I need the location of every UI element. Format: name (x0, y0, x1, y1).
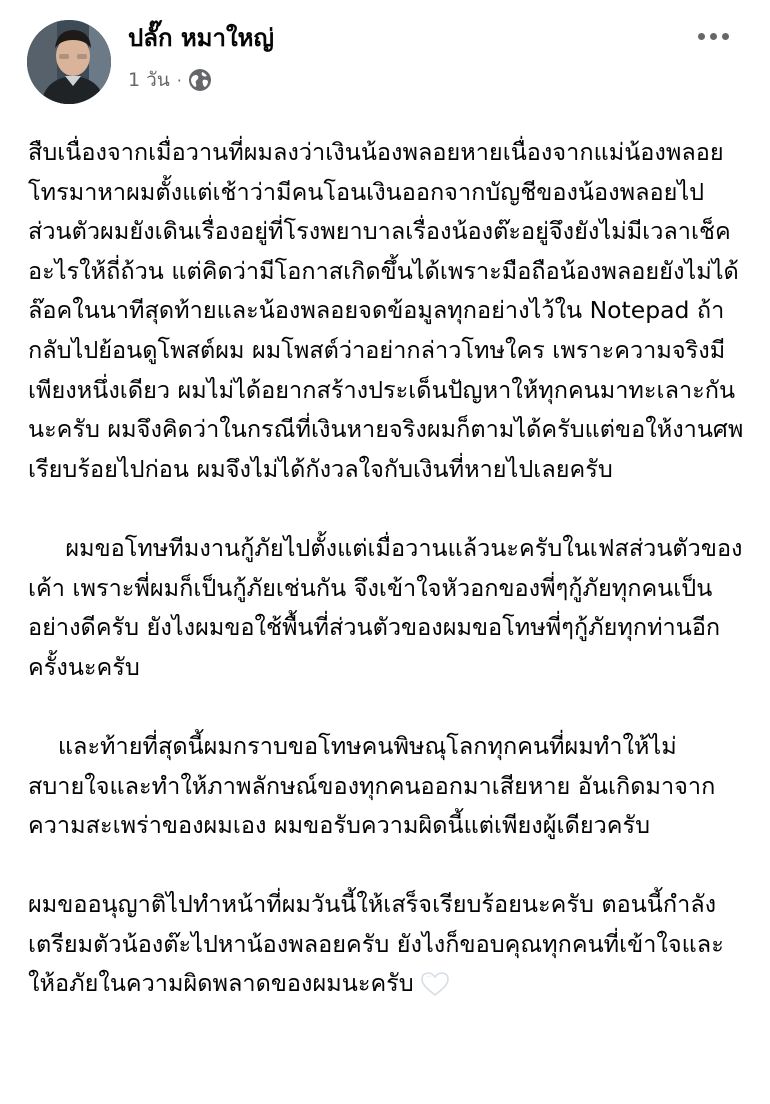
more-options-button[interactable] (688, 18, 738, 54)
avatar-photo (27, 20, 111, 104)
post-paragraph-text: ผมขออนุญาติไปทำหน้าที่ผมวันนี้ให้เสร็จเรียบร้อยนะครับ ตอนนี้กำลังเตรียมตัวน้องต๊ะไปหาน้องพลอยครับ ยังไงก็ขอบคุณทุกคนที่เข้าใจและให้อภัยในความผิดพลาดของผมนะครับ (28, 890, 724, 998)
post-timestamp[interactable]: 1 วัน (128, 69, 170, 91)
post-meta (128, 64, 212, 96)
avatar[interactable] (27, 20, 111, 104)
post-header (0, 0, 770, 110)
post-paragraph: ผมขอโทษทีมงานกู้ภัยไปตั้งแต่เมื่อวานแล้วนะครับในเฟสส่วนตัวของเค้า เพราะพี่ผมก็เป็นกู้ภัยเช่นกัน จึงเข้าใจหัวอกของพี่ๆกู้ภัยทุกคนเป็นอย่างดีครับ ยังไงผมขอใช้พื้นที่ส่วนตัวของผมขอโทษพี่ๆกู้ภัยทุกท่านอีกครั้งนะครับ (28, 533, 743, 681)
post-paragraph: และท้ายที่สุดนี้ผมกราบขอโทษคนพิษณุโลกทุกคนที่ผมทำให้ไม่สบายใจและทำให้ภาพลักษณ์ของทุกคนออกมาเสียหาย อันเกิดมาจากความสะเพร่าของผมเอง ผมขอรับความผิดนี้แต่เพียงผู้เดียวครับ (28, 731, 716, 840)
post-body (28, 133, 744, 1004)
globe-icon[interactable] (188, 68, 212, 92)
author-name[interactable]: ปลั๊ก หมาใหญ่ (128, 24, 274, 52)
post-paragraph-last (28, 885, 744, 1004)
white-heart-icon (420, 970, 450, 996)
more-options-icon (698, 33, 729, 40)
meta-separator: · (176, 70, 182, 90)
post-paragraph: สืบเนื่องจากเมื่อวานที่ผมลงว่าเงินน้องพลอยหายเนื่องจากแม่น้องพลอยโทรมาหาผมตั้งแต่เช้าว่ามีคนโอนเงินออกจากบัญชีของน้องพลอยไป ส่วนตัวผมยังเดินเรื่องอยู่ที่โรงพยาบาลเรื่องน้องต๊ะอยู่จึงยังไม่มีเวลาเช็คอะไรให้ถี่ถ้วน แต่คิดว่ามีโอกาสเกิดขึ้นได้เพราะมือถือน้องพลอยยังไม่ได้ล๊อคในนาทีสุดท้ายและน้องพลอยจดข้อมูลทุกอย่างไว้ใน Notepad ถ้ากลับไปย้อนดูโพสต์ผม ผมโพสต์ว่าอย่ากล่าวโทษใคร เพราะความจริงมีเพียงหนึ่งเดียว ผมไม่ได้อยากสร้างประเด็นปัญหาให้ทุกคนมาทะเลาะกันนะครับ ผมจึงคิดว่าในกรณีที่เงินหายจริงผมก็ตามได้ครับแต่ขอให้งานศพเรียบร้อยไปก่อน ผมจึงไม่ได้กังวลใจกับเงินที่หายไปเลยครับ (28, 138, 744, 483)
